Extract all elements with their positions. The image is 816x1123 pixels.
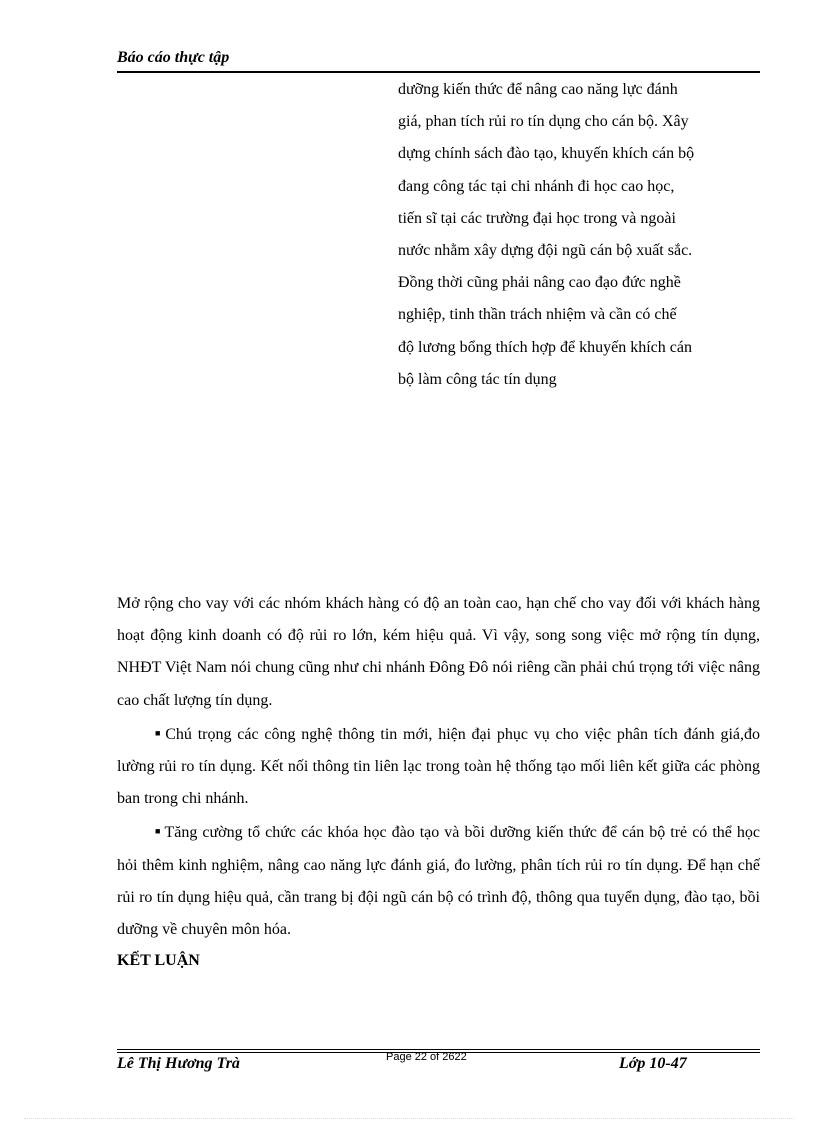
column-line: dưỡng kiến thức để nâng cao năng lực đánh bbox=[398, 81, 678, 98]
paragraph: Mở rộng cho vay với các nhóm khách hàng có độ an toàn cao, hạn chế cho vay đối với khách hàng hoạt động kinh doanh có độ rủi ro lớn, kém hiệu quả. Vì vậy, song song việc mở rộng tín dụng, NHĐT Việt Nam nói chung cũng như chi nhánh Đông Đô nói riêng cần phải chú trọng tới việc nâng cao chất lượng tín dụng. bbox=[117, 595, 760, 709]
bullet-paragraph bbox=[117, 815, 760, 946]
column-line: bộ làm công tác tín dụng bbox=[398, 370, 557, 388]
column-line: Đồng thời cũng phải nâng cao đạo đức nghề bbox=[398, 274, 681, 292]
column-line: dựng chính sách đào tạo, khuyến khích cán bộ bbox=[398, 145, 695, 163]
bullet-paragraph bbox=[117, 717, 760, 816]
body-text bbox=[117, 588, 760, 976]
footer-author: Lê Thị Hương Trà bbox=[117, 1055, 240, 1072]
footer-class: Lớp 10-47 bbox=[619, 1055, 687, 1072]
column-line: nghiệp, tinh thần trách nhiệm và cần có chế bbox=[398, 306, 677, 324]
column-line: nước nhằm xây dựng đội ngũ cán bộ xuất sắc. bbox=[398, 242, 693, 260]
square-bullet-icon: ■ bbox=[155, 727, 163, 738]
column-line: độ lương bổng thích hợp để khuyến khích cán bbox=[398, 338, 692, 356]
page-edge bbox=[24, 1118, 794, 1119]
column-line: tiến sĩ tại các trường đại học trong và ngoài bbox=[398, 209, 676, 227]
header-divider bbox=[117, 71, 760, 73]
header-title: Báo cáo thực tập bbox=[117, 49, 230, 66]
footer-divider bbox=[117, 1049, 760, 1050]
bullet-text: Tăng cường tổ chức các khóa học đào tạo và bồi dưỡng kiến thức để cán bộ trẻ có thể học hỏi thêm kinh nghiệm, nâng cao năng lực đánh giá, đo lường, phân tích rủi ro tín dụng. Để hạn chế rủi ro tín dụng hiệu quả, cần trang bị đội ngũ cán bộ có trình độ, thông qua tuyển dụng, đào tạo, bồi dưỡng về chuyên môn hóa. bbox=[117, 824, 760, 939]
bullet-text: Chú trọng các công nghệ thông tin mới, hiện đại phục vụ cho việc phân tích đánh giá,đo lường rủi ro tín dụng. Kết nối thông tin liên lạc trong toàn hệ thống tạo mối liên kết giữa các phòng ban trong chi nhánh. bbox=[117, 725, 761, 808]
page-number: Page 22 of 2622 bbox=[386, 1051, 467, 1063]
section-heading: KẾT LUẬN bbox=[117, 952, 200, 970]
column-line: đang công tác tại chi nhánh đi học cao học, bbox=[398, 177, 675, 195]
column-line: giá, phan tích rủi ro tín dụng cho cán bộ. Xây bbox=[398, 113, 689, 131]
square-bullet-icon: ■ bbox=[155, 826, 162, 837]
right-column-text bbox=[398, 74, 758, 396]
